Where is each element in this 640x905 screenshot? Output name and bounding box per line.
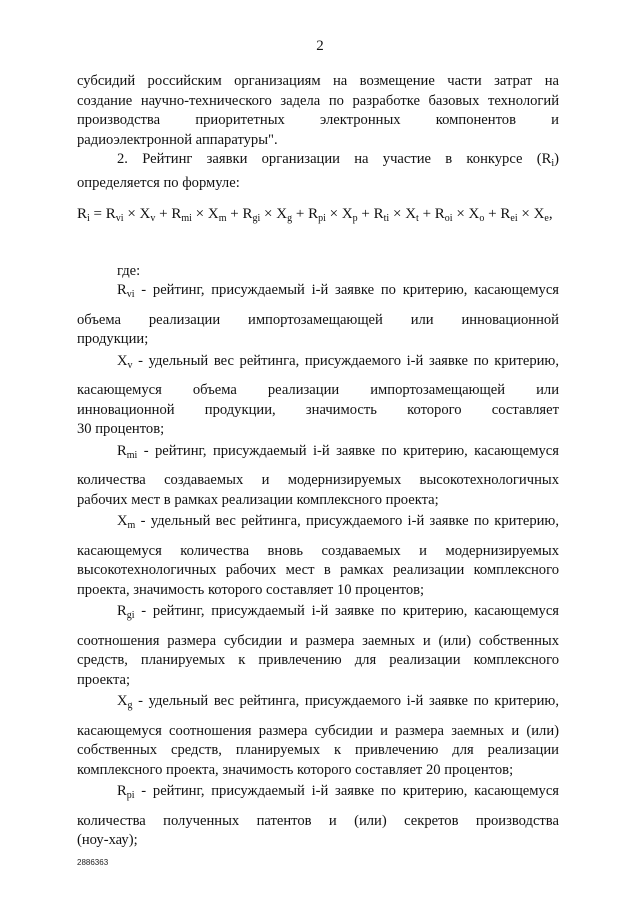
definition-text: - удельный вес рейтинга, присуждаемого i-й заявке по критерию, (138, 352, 559, 369)
point-2-paragraph (77, 150, 559, 193)
text-line: объема реализации импортозамещающей или инновационной (77, 311, 559, 328)
formula-weight-subscript: e (544, 213, 549, 224)
text-line: создание научно-технического задела по разработке базовых технологий (77, 92, 559, 109)
definition-subscript: m (127, 520, 136, 531)
definition-symbol: X (117, 513, 128, 529)
formula-rating-subscript: ti (383, 213, 390, 224)
text-line: радиоэлектронной аппаратуры". (77, 131, 278, 148)
formula-weight-subscript: p (352, 213, 358, 224)
formula-weight-symbol: X (139, 206, 151, 222)
text-line (77, 602, 559, 626)
text-line (77, 352, 559, 376)
formula-rating-symbol: R (373, 206, 384, 222)
text-line: рабочих мест в рамках реализации комплексного проекта; (77, 491, 439, 508)
text-line: 30 процентов; (77, 421, 165, 437)
formula-rating-subscript: mi (181, 213, 192, 224)
definition-text: - удельный вес рейтинга, присуждаемого i-й заявке по критерию, (140, 513, 559, 529)
definition-symbol: X (117, 693, 128, 709)
formula-rating-subscript: oi (444, 213, 453, 224)
formula-weight-subscript: o (479, 213, 485, 224)
formula-weight-symbol: X (341, 206, 353, 222)
formula-weight-subscript: m (218, 213, 227, 224)
formula-weight-symbol: X (468, 206, 480, 222)
intro-paragraph (77, 72, 559, 150)
formula-rating-subscript: ei (510, 213, 518, 224)
text-line: средств, планируемых к привлечению для реализации комплексного (77, 652, 559, 668)
text-line: комплексного проекта, значимость которого составляет 20 процентов; (77, 761, 514, 778)
rating-symbol: $(R_i)$ (536, 151, 559, 169)
formula-rating-symbol: R (171, 206, 182, 222)
formula-rating-symbol: R (500, 206, 511, 222)
text-line: субсидий российским организациям на возмещение части затрат на (77, 73, 559, 89)
formula-weight-symbol: X (276, 206, 288, 222)
text-line (77, 281, 559, 305)
definition-item (77, 602, 559, 690)
definition-subscript: gi (126, 610, 135, 621)
definition-symbol: R (117, 603, 127, 619)
definition-item (77, 782, 559, 851)
formula-rating-symbol: R (105, 206, 116, 222)
definition-subscript: vi (126, 289, 135, 300)
text-line: инновационной продукции, значимость которого составляет (77, 401, 559, 418)
definition-symbol: R (117, 783, 127, 799)
definition-subscript: v (127, 359, 133, 371)
definitions-list (77, 281, 559, 851)
definition-subscript: g (127, 700, 133, 711)
formula-end: , (548, 206, 553, 222)
formula-weight-subscript: g (287, 213, 293, 224)
text-line: проекта, значимость которого составляет 10 процентов; (77, 581, 425, 598)
text-line: проекта; (77, 671, 131, 688)
formula-weight-symbol: X (533, 206, 545, 222)
definition-item (77, 281, 559, 350)
text-line: касающемуся количества вновь создаваемых и модернизируемых (77, 542, 559, 559)
text-line: количества создаваемых и модернизируемых высокотехнологичных (77, 472, 559, 488)
formula-weight-subscript: v (150, 213, 156, 224)
document-body (77, 72, 559, 851)
text-line (77, 150, 559, 174)
text-line: (ноу-хау); (77, 832, 138, 848)
text-line (77, 442, 559, 466)
text-line: касающемуся объема реализации импортозамещающей или (77, 382, 559, 398)
where-label: где: (117, 262, 141, 279)
formula-lhs-symbol: R (77, 206, 88, 222)
formula-weight-subscript: t (416, 213, 419, 224)
text-line: определяется по формуле: (77, 174, 240, 191)
formula-rating-symbol: R (434, 206, 445, 222)
text-line: количества полученных патентов и (или) секретов производства (77, 812, 559, 829)
page-number: 2 (316, 38, 324, 54)
formula-lhs-subscript: i (87, 213, 90, 224)
definition-item (77, 352, 559, 440)
formula-rating-symbol: R (308, 206, 319, 222)
definition-symbol: R (117, 442, 127, 459)
definition-text: - рейтинг, присуждаемый i-й заявке по критерию, касающемуся (141, 603, 560, 619)
formula-rating-subscript: pi (318, 213, 326, 224)
document-code: 2886363 (77, 858, 109, 867)
definition-item (77, 692, 559, 780)
text-line: касающемуся соотношения размера субсидии и размера заемных и (или) (77, 722, 559, 739)
definition-text: - рейтинг, присуждаемый i-й заявке по критерию, касающемуся (141, 783, 560, 799)
formula-weight-symbol: X (207, 206, 219, 222)
definition-symbol: X (117, 352, 128, 369)
definition-text: - рейтинг, присуждаемый i-й заявке по критерию, касающемуся (143, 442, 559, 459)
text-line: соотношения размера субсидии и размера заемных и (или) собственных (77, 632, 559, 649)
text-line: собственных средств, планируемых к привлечению для реализации (77, 742, 559, 758)
definition-item (77, 512, 559, 600)
text-line (77, 692, 559, 716)
formula-rating-symbol: R (242, 206, 253, 222)
text-line: производства приоритетных электронных компонентов и (77, 112, 559, 128)
formula-rating-subscript: gi (252, 213, 261, 224)
text-line: высокотехнологичных рабочих мест в рамках реализации комплексного (77, 562, 559, 578)
text-line: продукции; (77, 331, 149, 347)
formula-weight-symbol: X (405, 206, 417, 222)
definition-text: - рейтинг, присуждаемый i-й заявке по критерию, касающемуся (141, 282, 560, 298)
definition-text: - удельный вес рейтинга, присуждаемого i-й заявке по критерию, (138, 693, 559, 709)
text-line (77, 512, 559, 536)
rating-formula: $R_i = R_{vi} \times X_v + R_{mi} \times X_m + R_{gi} \times X_g + R_{pi} \times X_p + R_{ti} \times X_t + R_{oi} \times X_o + R_{ei} \times X_e$, (77, 206, 553, 224)
formula-rating-subscript: vi (115, 213, 124, 224)
definition-symbol: R (117, 282, 127, 298)
point-2-text: 2. Рейтинг заявки организации на участие в конкурсе (117, 151, 523, 167)
definition-subscript: mi (126, 449, 138, 461)
definition-item (77, 442, 559, 511)
definition-subscript: pi (126, 790, 135, 801)
text-line (77, 782, 559, 806)
